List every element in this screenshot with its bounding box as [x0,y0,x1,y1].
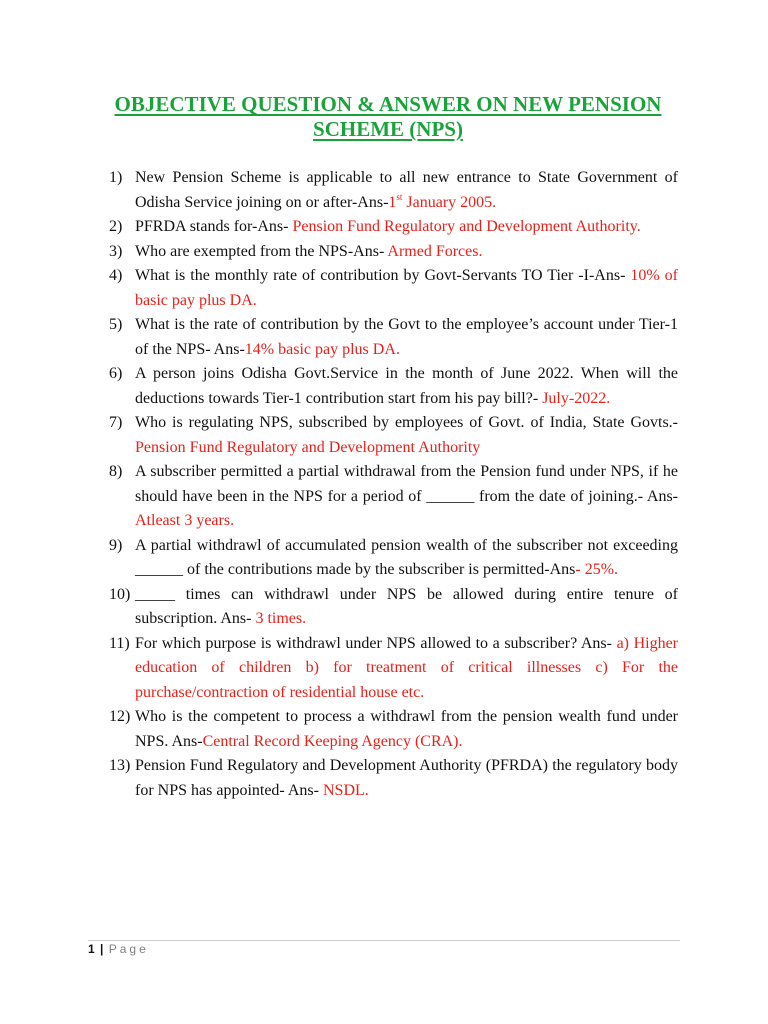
question-text: _____ times can withdrawl under NPS be allowed during entire tenure of subscription. Ans- [135,585,678,627]
list-item [109,264,678,313]
question-text: For which purpose is withdrawl under NPS allowed to a subscriber? Ans- [135,634,617,652]
page-label: Page [108,942,149,956]
question-text: What is the monthly rate of contribution by Govt-Servants TO Tier -I-Ans- [135,267,631,284]
answer-text: Central Record Keeping Agency (CRA). [202,732,463,750]
answer-text: 10% of basic pay plus DA. [135,267,678,309]
list-item [109,705,678,754]
answer-text: 3 times. [255,610,307,627]
list-item [109,460,678,534]
question-text: Who are exempted from the NPS-Ans- [135,242,388,260]
item-number: 6) [109,365,123,382]
question-text: What is the rate of contribution by the Govt to the employee’s account under Tier-1 of the NPS- Ans- [135,316,678,358]
item-number: 12) [109,708,131,725]
question-text: Pension Fund Regulatory and Development Authority (PFRDA) the regulatory body for NPS has appointed- Ans- [135,757,678,799]
answer-text: Pension Fund Regulatory and Development Authority. [292,218,641,235]
list-item [109,215,678,240]
item-number: 8) [109,463,123,480]
list-item [109,362,678,411]
question-text: Who is regulating NPS, subscribed by employees of Govt. of India, State Govts.- [135,414,678,431]
question-answer-list [109,166,678,803]
answer-text [388,191,497,211]
item-number: 7) [109,414,123,431]
answer-text: July-2022. [542,389,611,407]
answer-text: NSDL. [322,781,369,799]
item-number: 5) [109,316,123,333]
ordinal-suffix: st [396,191,403,202]
question-text: A partial withdrawl of accumulated pension wealth of the subscriber not exceeding ______ of the contributions made by the subscriber is permitted-Ans [135,536,678,578]
item-number: 13) [109,757,131,774]
footer-divider [88,940,680,941]
item-number: 2) [109,218,123,235]
list-item [109,240,678,265]
answer-text: Pension Fund Regulatory and Development Authority [135,438,481,456]
list-item [109,166,678,215]
title-line-1: OBJECTIVE QUESTION & ANSWER ON NEW PENSION [114,92,662,116]
item-number: 3) [109,242,123,260]
list-item [109,754,678,803]
question-text: New Pension Scheme is applicable to all new entrance to State Government of Odisha Service joining on or after-Ans- [135,169,678,211]
item-number: 11) [109,634,130,652]
answer-main: 1 [388,193,397,211]
item-number: 10) [109,585,131,603]
list-item [109,583,678,632]
answer-rest: January 2005. [402,193,497,211]
question-text: A person joins Odisha Govt.Service in the month of June 2022. When will the deductions towards Tier-1 contribution start from his pay bill?- [135,365,678,407]
item-number: 1) [109,169,123,186]
list-item [109,411,678,460]
item-number: 4) [109,267,123,284]
document-title [96,92,680,142]
answer-text: a) Higher education of children b) for treatment of critical illnesses c) For the purchase/contraction of residential house etc. [135,634,679,701]
answer-text: - 25%. [575,561,619,578]
page-number: 1 [88,942,95,956]
list-item [109,632,678,706]
item-number: 9) [109,536,123,554]
answer-text: Atleast 3 years. [135,512,235,529]
footer-separator: | [100,942,104,956]
question-text: Who is the competent to process a withdrawl from the pension wealth fund under NPS. Ans- [135,708,678,750]
list-item [109,313,678,362]
answer-text: Armed Forces. [387,242,483,260]
question-text: A subscriber permitted a partial withdrawal from the Pension fund under NPS, if he should have been in the NPS for a period of ______ from the date of joining.- Ans- [135,463,678,505]
title-line-2: SCHEME (NPS) [313,117,463,141]
page-footer [88,942,149,956]
list-item [109,534,678,583]
question-text: PFRDA stands for-Ans- [135,218,293,235]
answer-text: 14% basic pay plus DA. [244,340,400,358]
